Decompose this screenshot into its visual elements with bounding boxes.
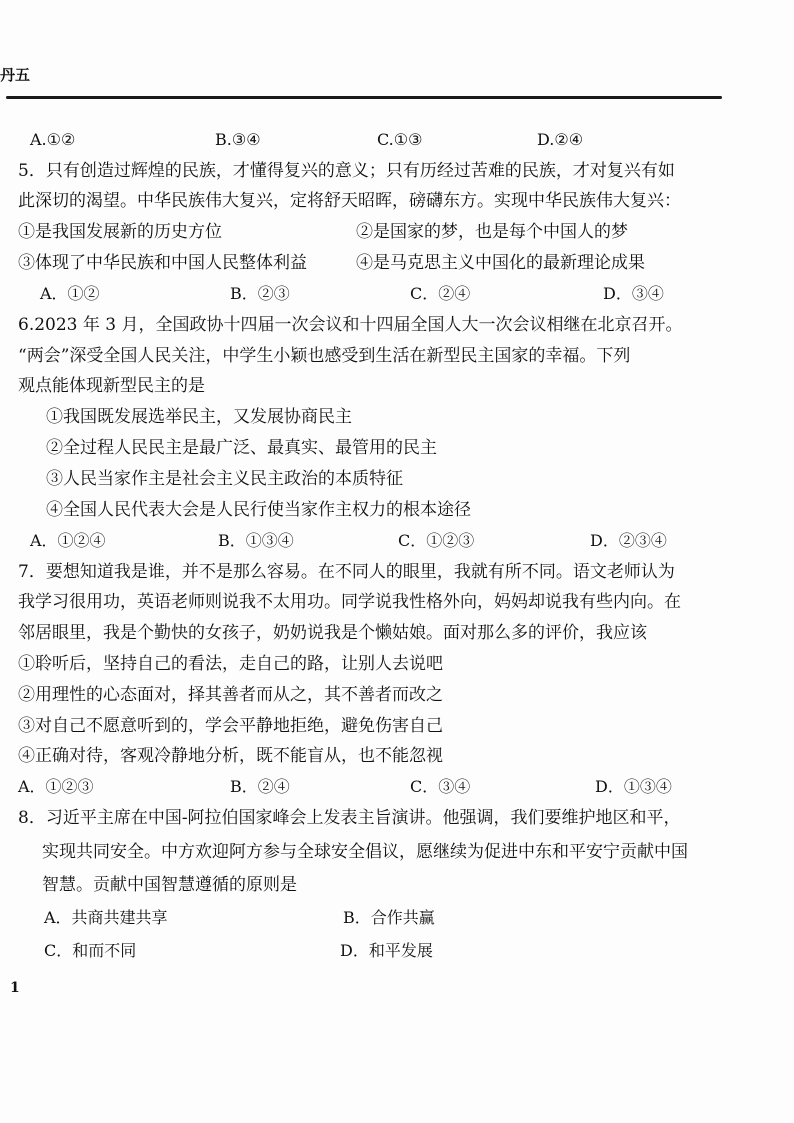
- q6-stem-line-1: 6.2023 年 3 月，全国政协十四届一次会议和十四届全国人大一次会议相继在北京召开。: [18, 315, 683, 335]
- q8-option-c: C．和而不同: [44, 941, 137, 960]
- q6-option-c: C．①②③: [398, 531, 475, 550]
- q8-stem-line-1: 8．习近平主席在中国-阿拉伯国家峰会上发表主旨演讲。他强调，我们要维护地区和平，: [18, 808, 681, 828]
- q5-option-b: B．②③: [230, 284, 290, 303]
- q7-option-c: C．③④: [410, 777, 471, 796]
- q4-option-a: A.①②: [30, 130, 76, 149]
- q8-option-b: B．合作共赢: [343, 908, 435, 927]
- q5-item-1: ①是我国发展新的历史方位: [18, 222, 222, 242]
- q6-option-d: D．②③④: [590, 531, 667, 550]
- q8-option-d: D．和平发展: [340, 941, 433, 960]
- q8-stem-line-3: 智慧。贡献中国智慧遵循的原则是: [42, 875, 297, 895]
- q7-item-4: ④正确对待，客观冷静地分析，既不能盲从，也不能忽视: [18, 746, 443, 766]
- q6-stem-line-3: 观点能体现新型民主的是: [18, 376, 205, 396]
- q8-stem-line-2: 实现共同安全。中方欢迎阿方参与全球安全倡议，愿继续为促进中东和平安宁贡献中国: [42, 842, 688, 862]
- q5-item-2: ②是国家的梦，也是每个中国人的梦: [356, 222, 628, 242]
- q5-option-d: D．③④: [603, 284, 664, 303]
- q4-option-d: D.②④: [537, 130, 584, 149]
- q7-item-3: ③对自己不愿意听到的，学会平静地拒绝，避免伤害自己: [18, 716, 443, 736]
- q6-option-a: A．①②④: [30, 531, 106, 550]
- q7-stem-line-2: 我学习很用功，英语老师则说我不太用功。同学说我性格外向，妈妈却说我有些内向。在: [18, 592, 681, 612]
- q6-item-1: ①我国既发展选举民主，又发展协商民主: [46, 407, 352, 427]
- q7-stem-line-3: 邻居眼里，我是个勤快的女孩子，奶奶说我是个懒姑娘。面对那么多的评价，我应该: [18, 623, 647, 643]
- q5-stem-line-2: 此深切的渴望。中华民族伟大复兴，定将舒天昭晖，磅礴东方。实现中华民族伟大复兴：: [18, 191, 681, 211]
- q6-item-3: ③人民当家作主是社会主义民主政治的本质特征: [46, 469, 403, 489]
- q7-item-1: ①聆听后，坚持自己的看法，走自己的路，让别人去说吧: [18, 654, 443, 674]
- q5-item-3: ③体现了中华民族和中国人民整体利益: [18, 253, 307, 273]
- q5-item-4: ④是马克思主义中国化的最新理论成果: [356, 253, 645, 273]
- q8-option-a: A．共商共建共享: [44, 908, 168, 927]
- q7-stem-line-1: 7．要想知道我是谁，并不是那么容易。在不同人的眼里，我就有所不同。语文老师认为: [18, 562, 675, 582]
- q5-stem-line-1: 5．只有创造过辉煌的民族，才懂得复兴的意义；只有历经过苦难的民族，才对复兴有如: [18, 161, 675, 181]
- q7-item-2: ②用理性的心态面对，择其善者而从之，其不善者而改之: [18, 685, 443, 705]
- q4-option-c: C.①③: [377, 130, 423, 149]
- q6-option-b: B．①③④: [218, 531, 294, 550]
- q5-option-a: A．①②: [40, 284, 100, 303]
- q7-option-d: D．①③④: [595, 777, 672, 796]
- q6-stem-line-2: “两会”深受全国人民关注，中学生小颖也感受到生活在新型民主国家的幸福。下列: [18, 346, 631, 366]
- q7-option-a: A．①②③: [18, 777, 94, 796]
- q7-option-b: B．②④: [230, 777, 290, 796]
- header-label: 丹五: [0, 66, 31, 84]
- page-number: 1: [10, 980, 20, 996]
- q6-item-4: ④全国人民代表大会是人民行使当家作主权力的根本途径: [46, 500, 471, 520]
- q6-item-2: ②全过程人民民主是最广泛、最真实、最管用的民主: [46, 438, 437, 458]
- q5-option-c: C．②④: [410, 284, 471, 303]
- header-rule: [6, 96, 722, 99]
- q4-option-b: B.③④: [215, 130, 261, 149]
